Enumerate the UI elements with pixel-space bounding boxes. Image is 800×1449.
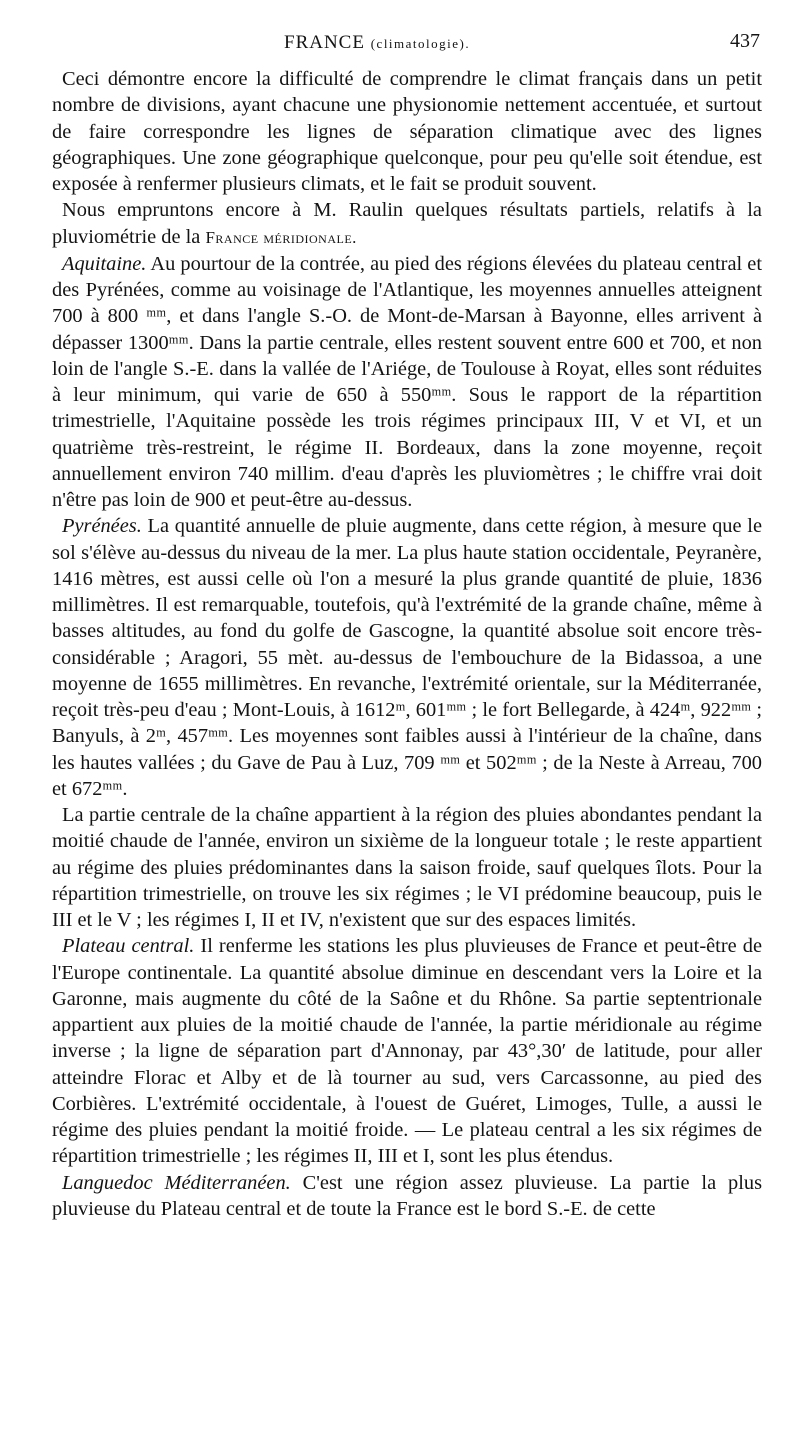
- paragraph-raulin: [52, 197, 762, 251]
- body-text: [52, 66, 762, 1222]
- paragraph-intro: [52, 66, 762, 197]
- paragraph-languedoc: [52, 1170, 762, 1223]
- paragraph-text: C'est une région assez pluvieuse. La partie la plus pluvieuse du Plateau central et de toute la France est le bord S.-E. de cette: [52, 1171, 763, 1220]
- paragraph-plateau-central: [52, 933, 762, 1169]
- section-lead: Languedoc Méditerranéen.: [62, 1171, 291, 1194]
- paragraph-text: Ceci démontre encore la difficulté de comprendre le climat français dans un petit nombre de divisions, ayant chacune une physionomie nettement accentuée, et surtout de faire correspondre les lignes de séparation climatique avec des lignes géographiques. Une zone géographique quelconque, pour peu qu'elle soit étendue, est exposée à renfermer plusieurs climats, et le fait se produit souvent.: [52, 68, 762, 195]
- running-title-main: FRANCE: [284, 32, 365, 53]
- small-caps-term: France méridionale.: [205, 227, 357, 247]
- paragraph-text: Nous empruntons encore à M. Raulin quelques résultats partiels, relatifs à la pluviométrie de la: [52, 199, 762, 248]
- page-number: 437: [730, 30, 760, 52]
- paragraph-text: Au pourtour de la contrée, au pied des régions élevées du plateau central et des Pyrénées, comme au voisinage de l'Atlantique, les moyennes annuelles atteignent 700 à 800 ᵐᵐ, et dans l'angle S.-O. de Mont-de-Marsan à Bayonne, elles arrivent à dépasser 1300ᵐᵐ. Dans la partie centrale, elles restent souvent entre 600 et 700, et non loin de l'angle S.-E. dans la vallée de l'Ariége, de Toulouse à Royat, elles sont réduites à leur minimum, qui varie de 650 à 550ᵐᵐ. Sous le rapport de la répartition trimestrielle, l'Aquitaine possède les trois régimes principaux III, V et VI, et un quatrième très-restreint, le régime II. Bordeaux, dans la zone moyenne, reçoit annuellement environ 740 millim. d'eau d'après les pluviomètres ; le chiffre vrai doit n'être pas loin de 900 et peut-être au-dessus.: [52, 252, 762, 511]
- paragraph-aquitaine: [52, 251, 762, 514]
- paragraph-chaine: [52, 802, 762, 933]
- running-title: [284, 32, 470, 54]
- running-title-qualifier: (climatologie).: [370, 36, 471, 51]
- paragraph-pyrenees: [52, 513, 762, 802]
- paragraph-text: La partie centrale de la chaîne appartient à la région des pluies abondantes pendant la moitié chaude de l'année, environ un sixième de la longueur totale ; le reste appartient au régime des pluies prédominantes dans la saison froide, sauf quelques îlots. Pour la répartition trimestrielle, on trouve les six régimes ; le VI prédomine beaucoup, puis le III et le V ; les régimes I, II et IV, n'existent que sur des espaces limités.: [52, 804, 762, 931]
- paragraph-text: La quantité annuelle de pluie augmente, dans cette région, à mesure que le sol s'élève au-dessus du niveau de la mer. La plus haute station occidentale, Peyranère, 1416 mètres, est aussi celle où l'on a mesuré la plus grande quantité de pluie, 1836 millimètres. Il est remarquable, toutefois, qu'à l'extrémité de la grande chaîne, même à basses altitudes, au fond du golfe de Gascogne, la quantité absolue soit encore très-considérable ; Aragori, 55 mèt. au-dessus de l'embouchure de la Bidassoa, a une moyenne de 1655 millimètres. En revanche, l'extrémité orientale, sur la Méditerranée, reçoit très-peu d'eau ; Mont-Louis, à 1612ᵐ, 601ᵐᵐ ; le fort Bellegarde, à 424ᵐ, 922ᵐᵐ ; Banyuls, à 2ᵐ, 457ᵐᵐ. Les moyennes sont faibles aussi à l'intérieur de la chaîne, dans les hautes vallées ; du Gave de Pau à Luz, 709 ᵐᵐ et 502ᵐᵐ ; de la Neste à Arreau, 700 et 672ᵐᵐ.: [52, 515, 762, 800]
- section-lead: Plateau central.: [62, 935, 195, 958]
- section-lead: Aquitaine.: [62, 252, 147, 275]
- section-lead: Pyrénées.: [62, 515, 142, 538]
- running-header: [52, 28, 762, 58]
- paragraph-text: Il renferme les stations les plus pluvieuses de France et peut-être de l'Europe continentale. La quantité absolue diminue en descendant vers la Loire et la Garonne, mais augmente du côté de la Saône et du Rhône. Sa partie septentrionale appartient aux pluies de la moitié chaude de l'année, la partie méridionale au régime inverse ; la ligne de séparation part d'Annonay, par 43°,30′ de latitude, pour aller atteindre Florac et Alby et de là tourner au sud, vers Carcassonne, au pied des Corbières. L'extrémité occidentale, à l'ouest de Guéret, Limoges, Tulle, a aussi le régime des pluies pendant la moitié froide. — Le plateau central a les six régimes de répartition trimestrielle ; les régimes II, III et I, sont les plus étendus.: [52, 935, 762, 1168]
